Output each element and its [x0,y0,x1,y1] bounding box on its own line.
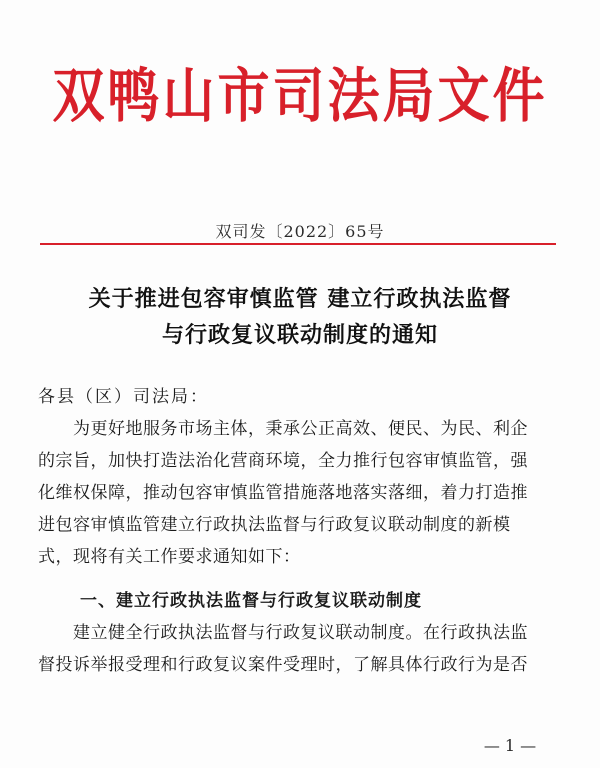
paragraph-1-line-4: 进包容审慎监管建立行政执法监督与行政复议联动制度的新模 [38,515,511,535]
paragraph-2-line-2: 督投诉举报受理和行政复议案件受理时，了解具体行政行为是否 [38,655,528,675]
page-number: — 1 — [483,736,537,755]
section-heading-1: 一、建立行政执法监督与行政复议联动制度 [80,591,422,611]
salutation: 各县（区）司法局： [38,387,209,407]
paragraph-1-line-5: 式，现将有关工作要求通知如下： [38,547,301,567]
masthead-title: 双鸭山市司法局文件 [52,62,548,131]
paragraph-1-line-2: 的宗旨，加快打造法治化营商环境，全力推行包容审慎监管，强 [38,451,528,471]
paragraph-2-line-1: 建立健全行政执法监督与行政复议联动制度。在行政执法监 [38,623,528,643]
red-divider-line [40,243,556,245]
notice-title-line-2: 与行政复议联动制度的通知 [161,323,438,348]
document-number: 双司发〔2022〕65号 [215,222,385,241]
paragraph-1-line-3: 化维权保障，推动包容审慎监管措施落地落实落细，着力打造推 [38,483,528,503]
paragraph-1-line-1: 为更好地服务市场主体，秉承公正高效、便民、为民、利企 [38,419,528,439]
notice-title-line-1: 关于推进包容审慎监管 建立行政执法监督 [88,287,512,312]
